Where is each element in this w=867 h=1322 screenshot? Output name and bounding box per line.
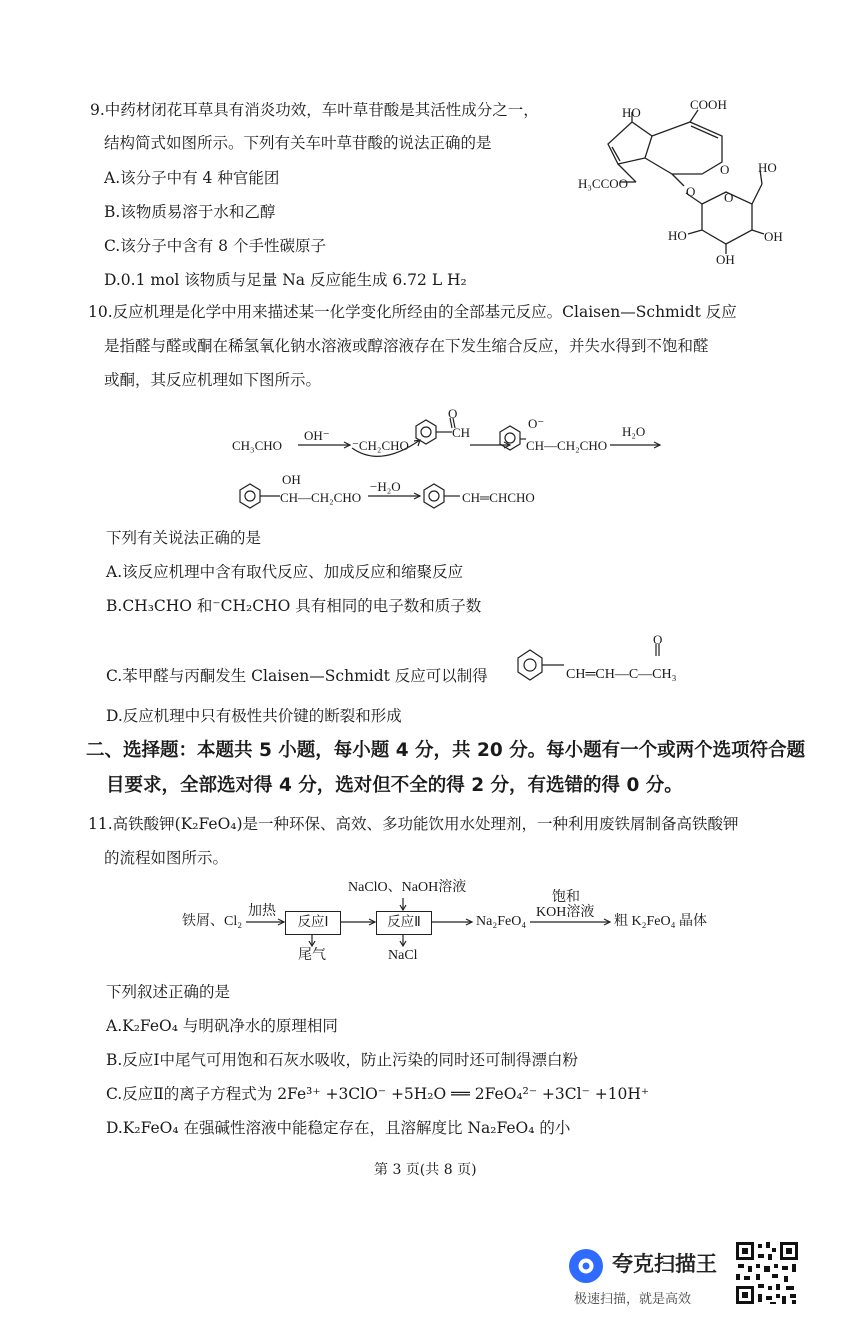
q10-mech-alcohol: CH—CH₂CHO bbox=[280, 490, 362, 505]
q10-prompt: 下列有关说法正确的是 bbox=[106, 529, 262, 547]
flow-start: 铁屑、Cl₂ bbox=[182, 914, 243, 929]
q10-option-c-o: O bbox=[653, 632, 663, 647]
q9-stem-line2: 结构简式如图所示。下列有关车叶草苷酸的说法正确的是 bbox=[104, 134, 492, 152]
q10-mech-ald-o: O bbox=[448, 406, 458, 421]
q10-stem-line1: 10.反应机理是化学中用来描述某一化学变化所经由的全部基元反应。Claisen—Schmidt 反应 bbox=[88, 303, 737, 321]
q10-mech-water: H₂O bbox=[622, 424, 646, 439]
q9-ring-o2: O bbox=[724, 190, 734, 205]
q10-mech-reactant: CH₃CHO bbox=[232, 438, 283, 453]
flow-heat-label: 加热 bbox=[248, 904, 276, 919]
flow-waste-gas: 尾气 bbox=[298, 948, 326, 963]
q10-option-d: D.反应机理中只有极性共价键的断裂和形成 bbox=[106, 707, 402, 725]
q11-prompt: 下列叙述正确的是 bbox=[106, 983, 231, 1001]
q9-oh-right-label: OH bbox=[764, 229, 783, 244]
q9-option-c: C.该分子中含有 8 个手性碳原子 bbox=[104, 237, 326, 255]
q11-stem-line2: 的流程如图所示。 bbox=[104, 849, 229, 867]
q9-ho-top-label: HO bbox=[622, 105, 641, 120]
page-number: 第 3 页(共 8 页) bbox=[374, 1162, 477, 1178]
flow-box-reaction1: 反应Ⅰ bbox=[285, 911, 341, 935]
flow-mid-product: Na₂FeO₄ bbox=[476, 914, 527, 929]
quark-logo-icon bbox=[566, 1246, 606, 1286]
flow-reagent2: NaClO、NaOH溶液 bbox=[348, 880, 467, 895]
q10-mech-alkoxide: CH—CH₂CHO bbox=[526, 438, 608, 453]
qr-code-icon bbox=[734, 1240, 800, 1306]
q10-option-b: B.CH₃CHO 和⁻CH₂CHO 具有相同的电子数和质子数 bbox=[106, 597, 482, 615]
q11-option-c: C.反应Ⅱ的离子方程式为 2Fe³⁺ +3ClO⁻ +5H₂O ══ 2FeO₄²⁻ +3Cl⁻ +10H⁺ bbox=[106, 1085, 650, 1103]
q11-option-d: D.K₂FeO₄ 在强碱性溶液中能稳定存在，且溶解度比 Na₂FeO₄ 的小 bbox=[106, 1119, 571, 1137]
q10-mech-alcohol-oh: OH bbox=[282, 472, 301, 487]
watermark-brand: 夸克扫描王 bbox=[612, 1252, 717, 1276]
q10-mech-product: CH═CHCHO bbox=[462, 490, 535, 505]
q9-ho-right-label: HO bbox=[758, 160, 777, 175]
q9-oh-bottom-label: OH bbox=[716, 252, 735, 267]
q10-mech-ald-ch: CH bbox=[452, 425, 471, 440]
watermark-slogan: 极速扫描，就是高效 bbox=[574, 1292, 692, 1307]
q9-cooh-label: COOH bbox=[690, 97, 727, 112]
q10-mech-carbanion: ⁻CH₂CHO bbox=[352, 438, 409, 453]
q11-stem-line1: 11.高铁酸钾(K₂FeO₄)是一种环保、高效、多功能饮用水处理剂，一种利用废铁屑制备高铁酸钾 bbox=[88, 815, 739, 833]
flow-box-reaction2: 反应Ⅱ bbox=[376, 911, 432, 935]
q10-mech-alk-o: O⁻ bbox=[528, 416, 545, 431]
section2-heading-line1: 二、选择题：本题共 5 小题，每小题 4 分，共 20 分。每小题有一个或两个选项符合题 bbox=[86, 740, 806, 761]
flow-condition-top: 饱和 bbox=[552, 890, 580, 905]
q10-option-a: A.该反应机理中含有取代反应、加成反应和缩聚反应 bbox=[106, 563, 464, 581]
flow-end-product: 粗 K₂FeO₄ 晶体 bbox=[614, 914, 707, 929]
q9-link-o: O bbox=[686, 184, 696, 199]
q11-option-b: B.反应Ⅰ中尾气可用饱和石灰水吸收，防止污染的同时还可制得漂白粉 bbox=[106, 1051, 578, 1069]
q9-ho-left-label: HO bbox=[668, 228, 687, 243]
q10-stem-line2: 是指醛与醛或酮在稀氢氧化钠水溶液或醇溶液存在下发生缩合反应，并失水得到不饱和醛 bbox=[104, 337, 709, 355]
flow-condition-bottom: KOH溶液 bbox=[536, 905, 595, 920]
q10-stem-line3: 或酮，其反应机理如下图所示。 bbox=[104, 371, 322, 389]
q9-option-d: D.0.1 mol 该物质与足量 Na 反应能生成 6.72 L H₂ bbox=[104, 271, 467, 289]
q10-mech-oh-label: OH⁻ bbox=[304, 428, 330, 443]
q9-ring-o1: O bbox=[720, 162, 730, 177]
flow-nacl: NaCl bbox=[388, 948, 418, 963]
q10-mech-dehydration: −H₂O bbox=[370, 479, 401, 494]
q10-option-c: C.苯甲醛与丙酮发生 Claisen—Schmidt 反应可以制得 bbox=[106, 667, 488, 685]
section2-heading-line2: 目要求，全部选对得 4 分，选对但不全的得 2 分，有选错的得 0 分。 bbox=[106, 775, 683, 796]
q10-option-c-formula: CH═CH—C—CH₃ bbox=[566, 667, 677, 682]
q11-option-a: A.K₂FeO₄ 与明矾净水的原理相同 bbox=[106, 1017, 338, 1035]
q9-ester-label: H₃CCOO bbox=[578, 176, 629, 191]
q9-option-a: A.该分子中有 4 种官能团 bbox=[104, 169, 280, 187]
q9-option-b: B.该物质易溶于水和乙醇 bbox=[104, 203, 276, 221]
q9-stem-line1: 9.中药材闭花耳草具有消炎功效，车叶草苷酸是其活性成分之一， bbox=[90, 101, 539, 119]
